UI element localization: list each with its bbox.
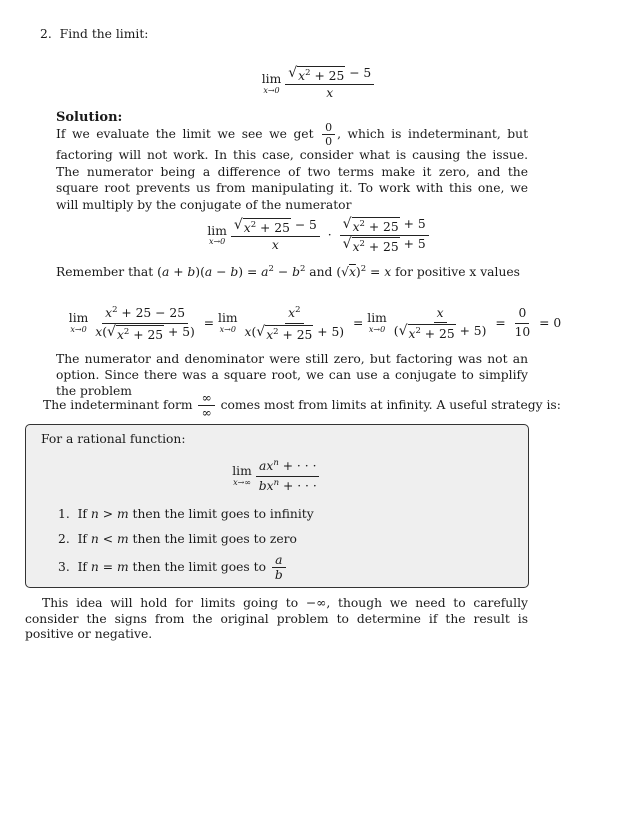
conclusion-paragraph: The numerator and denominator were still zero, but factoring was not an option. Since there was a square root, we can use a conjugate to simplify the problem [56,352,528,398]
lim-operator: lim x→0 [261,71,282,95]
identity-note: Remember that $(a + b)(a - b) = a^2 - b^2$ and $(√x)^2 = x$ for positive x values [56,264,520,279]
strategy-box [25,424,529,588]
limit-fraction: √ $x^2 + 25$ − 5 x [285,66,374,102]
infinity-note: The indeterminant form $\frac{\infty}{\infty}$ comes most from limits at infinity. A useful strategy is: [43,391,561,420]
a-over-b: $\frac{a}{b}$ [272,554,286,581]
problem-statement [40,27,148,43]
conjugate-fraction: √ $x^2 + 25$ + 5 √ $x^2 + 25$ + 5 [340,217,429,254]
closing-paragraph: This idea will hold for limits going to −∞, though we need to carefully consider the signs from the original problem to determine if the result is positive or negative. [25,596,528,641]
zero-over-zero: $\frac{0}{0}$ [322,122,335,147]
solution-heading: Solution: [56,110,123,125]
infinity-over-infinity: $\frac{\infty}{\infty}$ [198,392,214,419]
problem-prompt: Find the limit: [59,27,149,41]
limit-expression [0,66,630,102]
solution-paragraph: If we evaluate the limit we see we get $\frac{0}{0}$ , which is indeterminant, but factoring will not work. In this case, consider what is causing the issue. The numerator being a difference of two terms make it zero, and the square root prevents us from manipulating it. To work with this one, we will multiply by the conjugate of the numerator [56,121,529,212]
list-item: 3. If n = m then the limit goes to $\frac{a}{b}$ [58,554,288,581]
simplification-steps: lim x→0 $x^2 + 25 - 25$ x( √ $x^2 + 25$ + 5) = lim x→0 $x^2$ x( √ $x^2 + 25$ + 5) = lim x→0 x ( √ $x^2 + 25$ + 5) = $\frac{0}{10}$ = 0 [68,305,562,342]
box-intro: For a rational function: [41,432,186,446]
list-item: 1. If n > m then the limit goes to infinity [58,507,314,521]
rational-limit-expression: lim x→∞ $\frac{ax^n + \cdot \cdot \cdot}{bx^n + \cdot \cdot \cdot}$ [26,458,528,494]
problem-number: 2. [40,27,52,41]
list-item: 2. If n < m then the limit goes to zero [58,532,297,546]
conjugate-expression: lim x→0 √ $x^2 + 25$ − 5 x · √ $x^2 + 25$ + 5 √ $x^2 + 25$ + 5 [0,217,630,254]
